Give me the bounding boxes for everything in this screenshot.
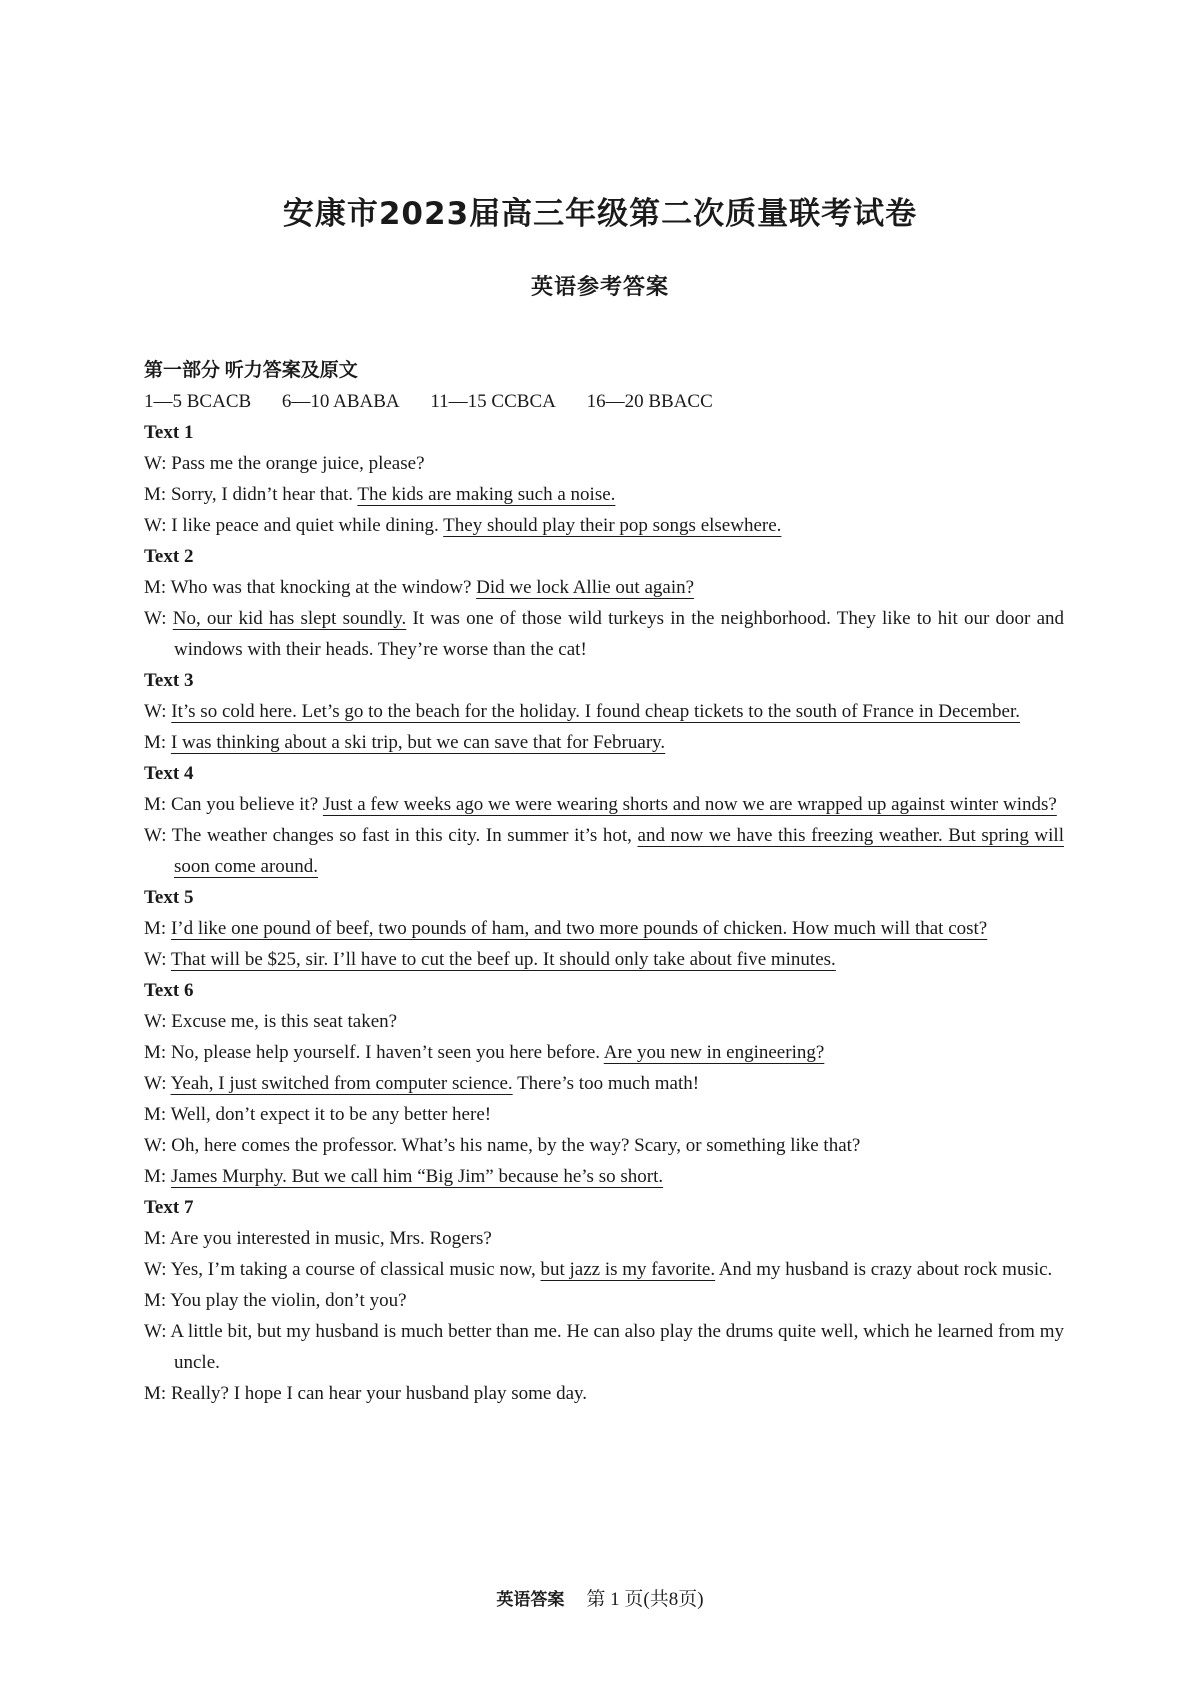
dialogue-line (144, 448, 1064, 479)
answer-underline: The kids are making such a noise. (357, 484, 616, 505)
dialogue-line (144, 1161, 1064, 1192)
dialogue-line (144, 1316, 1064, 1378)
speaker-label: M: (144, 577, 167, 598)
dialogue-text: There’s too much math! (512, 1073, 700, 1094)
dialogue-text: Are you interested in music, Mrs. Rogers? (169, 1228, 492, 1249)
answer-underline: They should play their pop songs elsewhere. (443, 515, 782, 536)
speaker-label: W: (144, 1073, 167, 1094)
speaker-label: W: (144, 608, 167, 629)
dialogue-text: Oh, here comes the professor. What’s his name, by the way? Scary, or something like that? (171, 1135, 861, 1156)
answer-underline: and now we have this freezing weather. But spring will soon come around. (174, 825, 1064, 877)
dialogue-text: Sorry, I didn’t hear that. (170, 484, 358, 505)
section-heading: 第一部分 听力答案及原文 (144, 360, 358, 381)
answer-key-6-10: 6—10 ABABA (281, 391, 400, 412)
dialogue-text: And my husband is crazy about rock music. (715, 1259, 1053, 1280)
answer-underline: I’d like one pound of beef, two pounds of ham, and two more pounds of chicken. How much will that cost? (170, 918, 988, 939)
dialogue-text: Who was that knocking at the window? (170, 577, 477, 598)
answer-underline: No, our kid has slept soundly. (172, 608, 407, 629)
dialogue-line (144, 727, 1064, 758)
dialogue-line (144, 572, 1064, 603)
footer-page-number: 第 1 页(共8页) (586, 1589, 704, 1610)
speaker-label: W: (144, 701, 167, 722)
page-title: 安康市2023届高三年级第二次质量联考试卷 (282, 196, 918, 232)
dialogue-line (144, 1037, 1064, 1068)
speaker-label: M: (144, 484, 167, 505)
answer-key-row (144, 386, 1064, 417)
page-footer (0, 1584, 1200, 1611)
speaker-label: M: (144, 1104, 167, 1125)
dialogue-line (144, 1130, 1064, 1161)
answer-underline: but jazz is my favorite. (540, 1259, 716, 1280)
dialogue-text: Well, don’t expect it to be any better here! (170, 1104, 492, 1125)
dialogue-line (144, 1378, 1064, 1409)
dialogue-line (144, 913, 1064, 944)
speaker-label: W: (144, 825, 167, 846)
speaker-label: M: (144, 1383, 167, 1404)
dialogue-line (144, 1285, 1064, 1316)
dialogue-line (144, 510, 1064, 541)
answer-underline: Are you new in engineering? (603, 1042, 825, 1063)
speaker-label: M: (144, 918, 167, 939)
dialogue-text: It was one of those wild turkeys in the neighborhood. They like to hit our door and windows with their heads. They’re worse than the cat! (174, 608, 1065, 660)
speaker-label: W: (144, 453, 167, 474)
footer-label: 英语答案 (496, 1590, 565, 1610)
answer-content (144, 355, 1064, 1409)
dialogue-text: The weather changes so fast in this city. In summer it’s hot, (171, 825, 638, 846)
speaker-label: W: (144, 1321, 167, 1342)
answer-underline: It’s so cold here. Let’s go to the beach for the holiday. I found cheap tickets to the south of France in December. (171, 701, 1021, 722)
transcript-list (144, 417, 1064, 1409)
answer-key-11-15: 11—15 CCBCA (430, 391, 556, 412)
speaker-label: W: (144, 949, 167, 970)
dialogue-line (144, 603, 1064, 665)
speaker-label: M: (144, 1228, 167, 1249)
text-heading: Text 7 (144, 1197, 194, 1218)
text-heading: Text 1 (144, 422, 194, 443)
answer-key-16-20: 16—20 BBACC (586, 391, 713, 412)
dialogue-line (144, 1068, 1064, 1099)
answer-underline: James Murphy. But we call him “Big Jim” because he’s so short. (170, 1166, 664, 1187)
dialogue-text: No, please help yourself. I haven’t seen you here before. (170, 1042, 604, 1063)
speaker-label: M: (144, 1166, 167, 1187)
dialogue-text: Can you believe it? (170, 794, 323, 815)
dialogue-text: Pass me the orange juice, please? (171, 453, 425, 474)
dialogue-text: You play the violin, don’t you? (170, 1290, 407, 1311)
speaker-label: W: (144, 1259, 167, 1280)
text-heading: Text 3 (144, 670, 194, 691)
dialogue-line (144, 1099, 1064, 1130)
dialogue-line (144, 696, 1064, 727)
text-heading: Text 5 (144, 887, 194, 908)
dialogue-line (144, 479, 1064, 510)
dialogue-line (144, 1254, 1064, 1285)
answer-key-1-5: 1—5 BCACB (144, 391, 252, 412)
speaker-label: M: (144, 794, 167, 815)
answer-underline: I was thinking about a ski trip, but we can save that for February. (170, 732, 666, 753)
page-subtitle: 英语参考答案 (530, 275, 669, 300)
speaker-label: M: (144, 1290, 167, 1311)
dialogue-text: Yes, I’m taking a course of classical music now, (170, 1259, 541, 1280)
answer-underline: Just a few weeks ago we were wearing shorts and now we are wrapped up against winter winds? (322, 794, 1057, 815)
dialogue-line (144, 1223, 1064, 1254)
dialogue-text: A little bit, but my husband is much better than me. He can also play the drums quite well, which he learned from my uncle. (170, 1321, 1064, 1373)
speaker-label: W: (144, 515, 167, 536)
dialogue-line (144, 820, 1064, 882)
text-heading: Text 4 (144, 763, 194, 784)
answer-underline: That will be $25, sir. I’ll have to cut the beef up. It should only take about five minutes. (170, 949, 836, 970)
answer-underline: Did we lock Allie out again? (476, 577, 695, 598)
speaker-label: W: (144, 1011, 167, 1032)
dialogue-line (144, 944, 1064, 975)
dialogue-line (144, 1006, 1064, 1037)
dialogue-text: I like peace and quiet while dining. (171, 515, 444, 536)
dialogue-text: Excuse me, is this seat taken? (171, 1011, 398, 1032)
speaker-label: W: (144, 1135, 167, 1156)
dialogue-line (144, 789, 1064, 820)
text-heading: Text 6 (144, 980, 194, 1001)
dialogue-text: Really? I hope I can hear your husband play some day. (170, 1383, 588, 1404)
speaker-label: M: (144, 1042, 167, 1063)
text-heading: Text 2 (144, 546, 194, 567)
answer-underline: Yeah, I just switched from computer science. (170, 1073, 513, 1094)
speaker-label: M: (144, 732, 167, 753)
